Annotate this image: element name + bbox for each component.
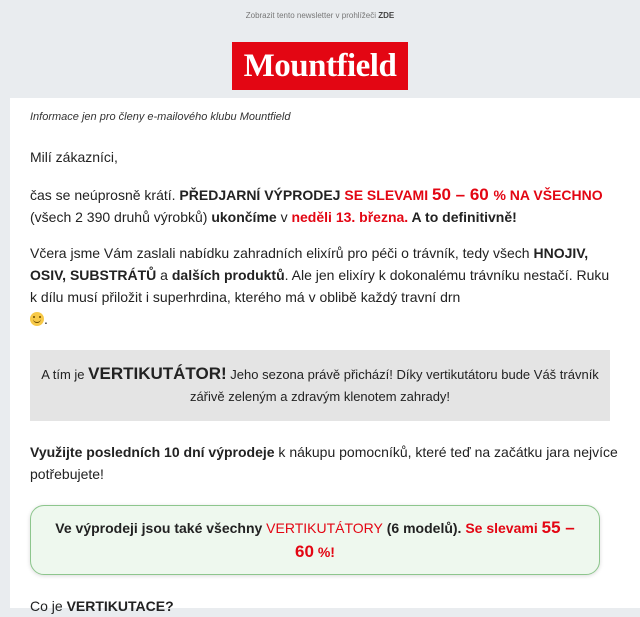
last-days-text: Využijte posledních 10 dní výprodeje xyxy=(30,444,275,460)
products-list: HNOJIV, OSIV, SUBSTRÁTŮ xyxy=(30,245,589,283)
verticutter-offer-box[interactable] xyxy=(30,505,600,575)
percent-sign: %! xyxy=(313,544,335,560)
text: Včera jsme Vám zaslali nabídku zahradních elixírů pro péči o trávník, tedy všech xyxy=(30,245,534,261)
text: (všech 2 390 druhů výrobků) xyxy=(30,209,212,225)
text: . Ale jen elixíry k dokonalému trávníku nestačí. Ruku k dílu musí přiložit i superhrdina, kterého má v oblibě každý travní drn xyxy=(30,267,610,305)
text: čas se neúprosně krátí. xyxy=(30,187,180,203)
text: Ve výprodeji jsou také všechny xyxy=(55,520,267,536)
discount-value: 50 – 60 xyxy=(432,185,494,204)
verticutters-label: VERTIKUTÁTORY xyxy=(266,520,383,536)
text: k nákupu pomocníků, které teď na začátku jara nejvíce potřebujete! xyxy=(30,444,618,482)
last-days-paragraph xyxy=(30,441,620,485)
sale-paragraph xyxy=(30,184,620,228)
newsletter-body xyxy=(10,98,640,614)
text: v xyxy=(276,209,292,225)
discount-label: SE SLEVAMI xyxy=(344,187,433,203)
view-in-browser-link[interactable]: ZDE xyxy=(378,11,395,20)
models-count: (6 modelů). xyxy=(382,520,466,536)
discount-label: Se slevami xyxy=(465,520,542,536)
end-label: ukončíme xyxy=(211,209,277,225)
question-heading xyxy=(30,595,620,617)
text: Jeho sezona právě přichází! Díky vertikutátoru bude Váš trávník zářivě zeleným a zdravým klenotem zahrady! xyxy=(189,367,599,404)
view-in-browser-text: Zobrazit tento newsletter v prohlížeči xyxy=(245,11,377,20)
greeting: Milí zákazníci, xyxy=(30,149,118,165)
text: A tím je xyxy=(41,367,89,382)
logo-area xyxy=(0,32,640,98)
definitive-text: A to definitivně! xyxy=(408,209,517,225)
smiling-face-icon xyxy=(30,312,44,326)
mountfield-logo[interactable]: Mountfield xyxy=(232,42,408,90)
sale-name: PŘEDJARNÍ VÝPRODEJ xyxy=(179,187,345,203)
view-in-browser-bar xyxy=(0,0,640,32)
verticutting-term: VERTIKUTACE? xyxy=(66,598,174,614)
elixir-paragraph: Včera jsme Vám zaslali nabídku zahradních elixírů pro péči o trávník, tedy všech HNOJIV, OSIV, SUBSTRÁTŮ a dalších produktů. Ale jen elixíry k dokonalému trávníku nestačí. Ruku k dílu musí přiložit i superhrdina, kterého má v oblibě každý travní drn . xyxy=(30,245,610,327)
verticutter-highlight xyxy=(30,350,610,421)
other-products: dalších produktů xyxy=(171,267,285,283)
text: Co je xyxy=(30,598,67,614)
verticutter-title: VERTIKUTÁTOR! xyxy=(88,364,227,383)
discount-value: 55 – 60 xyxy=(295,518,575,561)
club-info: Informace jen pro členy e-mailového klubu Mountfield xyxy=(30,111,291,123)
text: a xyxy=(156,267,172,283)
end-date: neděli 13. března. xyxy=(291,209,409,225)
discount-scope: % NA VŠECHNO xyxy=(493,187,603,203)
